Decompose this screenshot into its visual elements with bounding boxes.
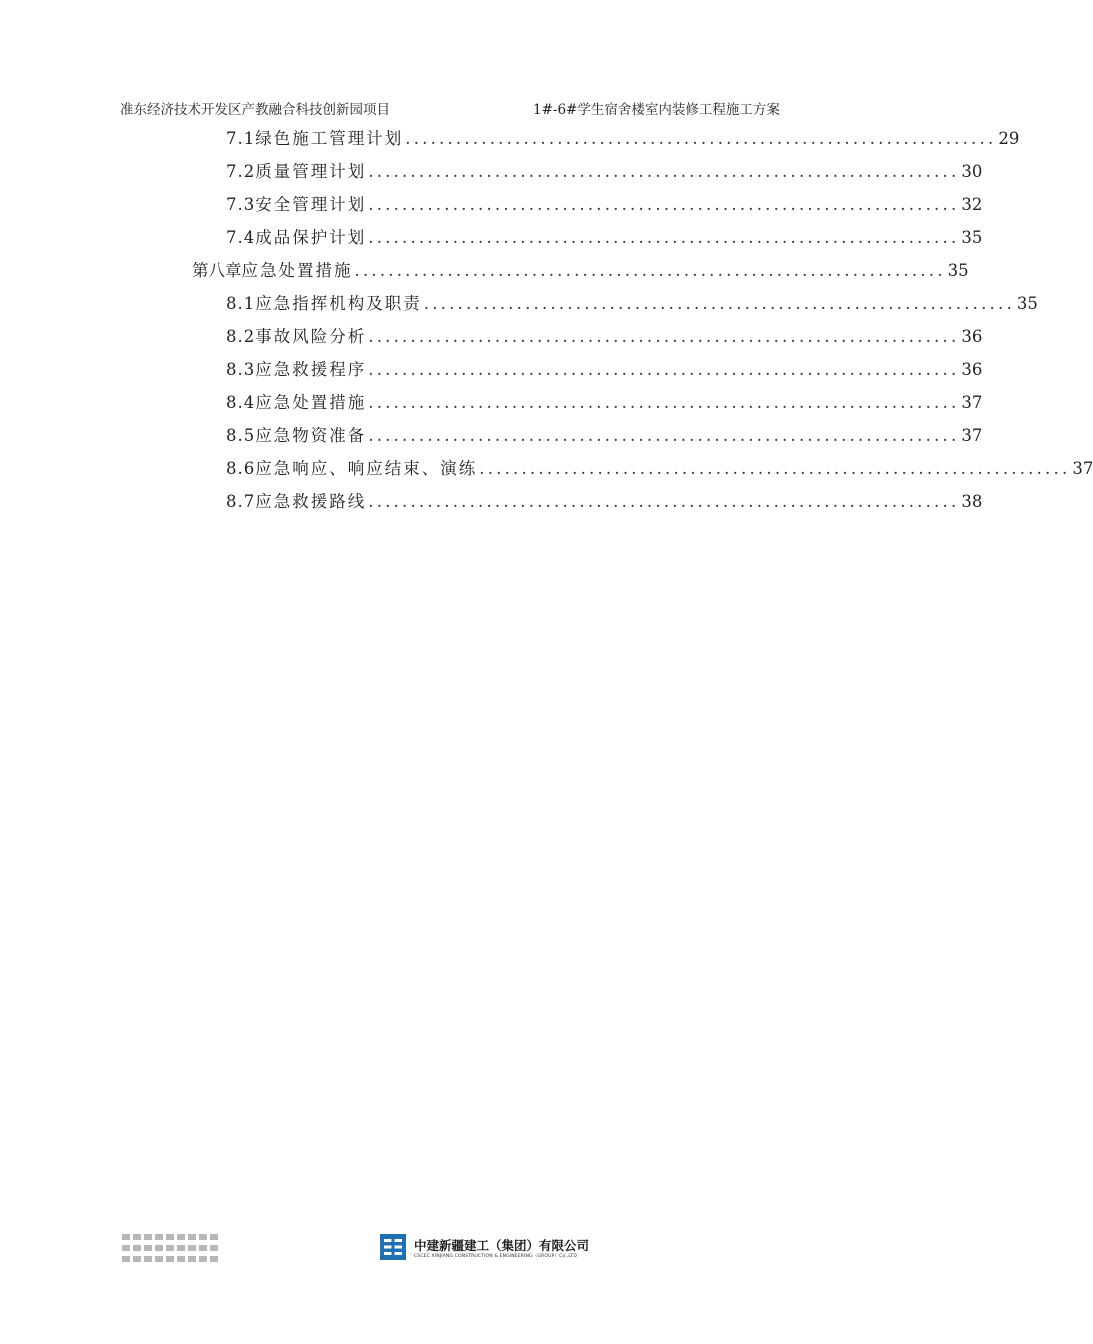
toc-page-number: 35: [961, 228, 983, 247]
toc-leader-dots: ......................................................................: [368, 162, 960, 181]
toc-title: 应急救援程序: [255, 360, 367, 379]
toc-page-number: 35: [947, 261, 969, 280]
toc-page-number: 37: [1072, 459, 1093, 478]
toc-leader-dots: ......................................................................: [368, 195, 960, 214]
toc-page-number: 36: [961, 360, 983, 379]
toc-page-number: 29: [998, 129, 1020, 148]
toc-leader-dots: ......................................................................: [368, 360, 960, 379]
toc-page-number: 32: [961, 195, 983, 214]
toc-title: 安全管理计划: [255, 195, 367, 214]
toc-chapter-number: 第八章: [192, 261, 242, 280]
toc-number: 7.4: [226, 228, 256, 247]
toc-title: 质量管理计划: [255, 162, 367, 181]
toc-leader-dots: ......................................................................: [423, 294, 1015, 313]
toc-entry[interactable]: [226, 125, 1020, 153]
toc-page-number: 30: [961, 162, 983, 181]
company-name-chinese: 中建新疆建工（集团）有限公司: [414, 1238, 590, 1253]
toc-page-number: 37: [961, 426, 983, 445]
toc-number: 7.1: [226, 129, 256, 148]
toc-entry[interactable]: [226, 158, 983, 186]
toc-title: 应急指挥机构及职责: [255, 294, 422, 313]
toc-title: 应急处置措施: [241, 261, 353, 280]
toc-title: 事故风险分析: [255, 327, 367, 346]
toc-number: 8.7: [226, 492, 256, 511]
toc-page-number: 36: [961, 327, 983, 346]
toc-title: 应急救援路线: [255, 492, 367, 511]
toc-leader-dots: ......................................................................: [368, 393, 960, 412]
toc-page-number: 35: [1016, 294, 1038, 313]
toc-number: 7.3: [226, 195, 256, 214]
toc-leader-dots: ......................................................................: [368, 327, 960, 346]
toc-number: 8.5: [226, 426, 256, 445]
toc-title: 应急处置措施: [255, 393, 367, 412]
header-document-title: 1#-6#学生宿舍楼室内装修工程施工方案: [533, 102, 780, 118]
decorative-pattern-logo: [122, 1232, 224, 1266]
toc-entry[interactable]: [226, 389, 983, 417]
toc-entry[interactable]: [226, 224, 983, 252]
toc-number: 8.4: [226, 393, 256, 412]
toc-title: 绿色施工管理计划: [255, 129, 404, 148]
toc-title: 应急响应、响应结束、演练: [255, 459, 478, 478]
toc-page-number: 37: [961, 393, 983, 412]
toc-number: 7.2: [226, 162, 256, 181]
toc-entry[interactable]: [226, 455, 1093, 483]
toc-leader-dots: ......................................................................: [368, 426, 960, 445]
toc-number: 8.6: [226, 459, 256, 478]
toc-leader-dots: ......................................................................: [479, 459, 1071, 478]
toc-number: 8.3: [226, 360, 256, 379]
toc-number: 8.1: [226, 294, 256, 313]
company-logo: [380, 1234, 610, 1262]
toc-title: 应急物资准备: [255, 426, 367, 445]
cscec-logo-icon: [380, 1234, 406, 1260]
toc-chapter-entry[interactable]: [192, 257, 969, 285]
toc-title: 成品保护计划: [255, 228, 367, 247]
toc-number: 8.2: [226, 327, 256, 346]
toc-leader-dots: ......................................................................: [405, 129, 997, 148]
company-name-english: CSCEC XINJIANG CONSTRUCTION & ENGINEERING（GROUP）Co.,LTD: [414, 1254, 577, 1259]
toc-leader-dots: ......................................................................: [368, 492, 960, 511]
toc-entry[interactable]: [226, 356, 983, 384]
toc-entry[interactable]: [226, 422, 983, 450]
page-header: [120, 98, 840, 120]
toc-leader-dots: ......................................................................: [368, 228, 960, 247]
toc-leader-dots: ......................................................................: [354, 261, 946, 280]
toc-entry[interactable]: [226, 488, 983, 516]
toc-page-number: 38: [961, 492, 983, 511]
toc-entry[interactable]: [226, 323, 983, 351]
toc-entry[interactable]: [226, 191, 983, 219]
toc-entry[interactable]: [226, 290, 1038, 318]
header-project-name: 准东经济技术开发区产教融合科技创新园项目: [120, 102, 390, 118]
